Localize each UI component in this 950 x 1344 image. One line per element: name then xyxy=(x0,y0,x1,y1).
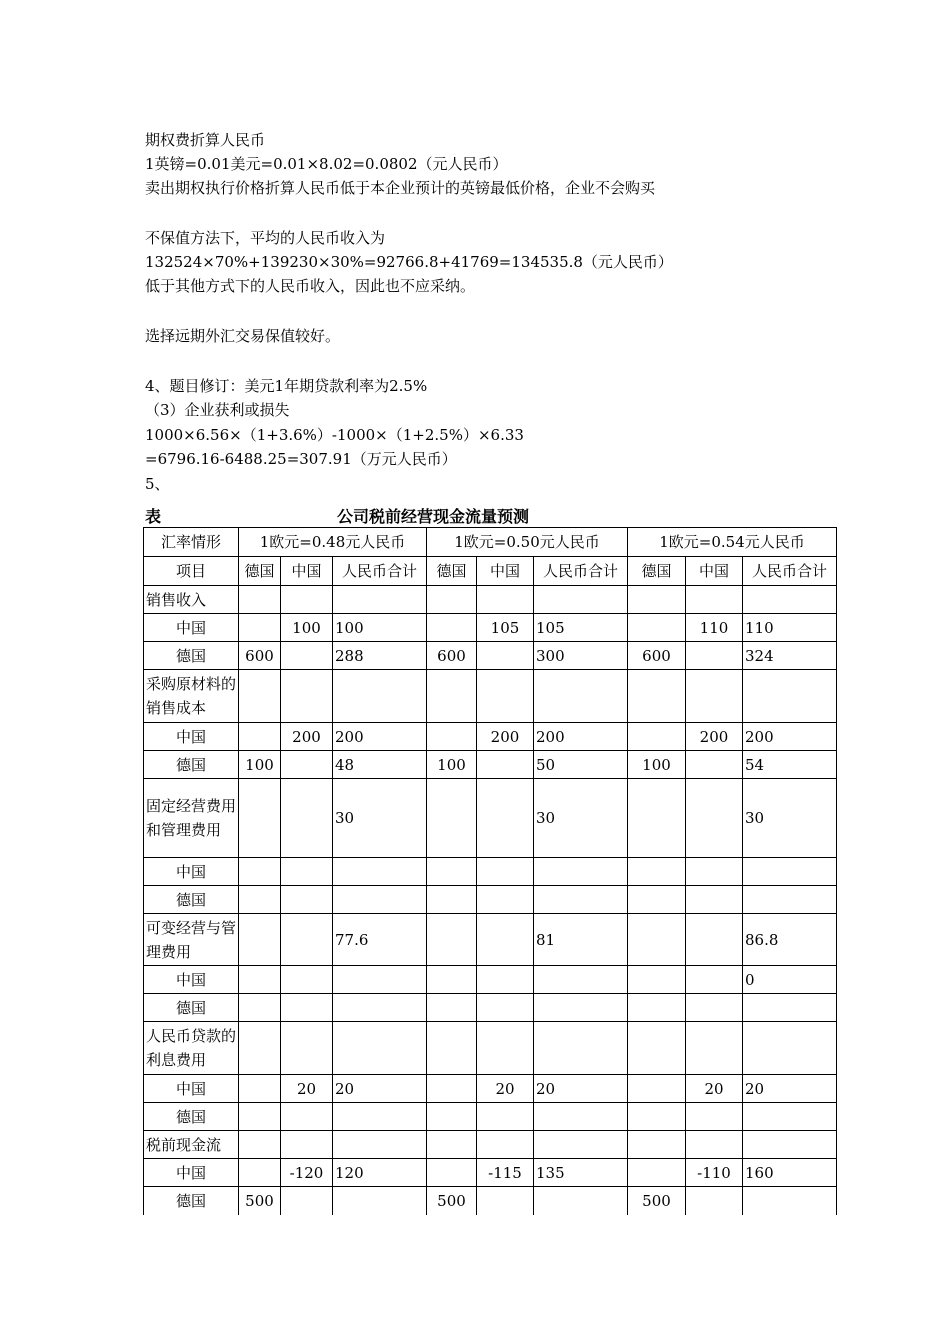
table-cell xyxy=(333,670,427,723)
table-cell xyxy=(534,1187,628,1215)
table-row xyxy=(144,1075,837,1103)
table-cell: -115 xyxy=(477,1159,534,1187)
table-cell xyxy=(686,1187,743,1215)
table-cell xyxy=(686,994,743,1022)
table-row xyxy=(144,1187,837,1215)
table-cell: 300 xyxy=(534,642,628,670)
table-cell: 120 xyxy=(333,1159,427,1187)
table-cell xyxy=(239,723,281,751)
header-column: 人民币合计 xyxy=(534,557,628,586)
table-cell xyxy=(534,1131,628,1159)
table-cell xyxy=(628,1131,686,1159)
table-cell xyxy=(477,670,534,723)
table-cell xyxy=(628,723,686,751)
table-cell: 100 xyxy=(427,751,477,779)
table-row xyxy=(144,779,837,858)
row-label: 德国 xyxy=(144,642,239,670)
table-cell xyxy=(239,1022,281,1075)
table-cell xyxy=(534,966,628,994)
row-label: 中国 xyxy=(144,1159,239,1187)
table-cell xyxy=(477,779,534,858)
table-cell: 30 xyxy=(333,779,427,858)
table-cell xyxy=(333,1131,427,1159)
table-cell xyxy=(239,1075,281,1103)
table-row xyxy=(144,586,837,614)
table-cell: 86.8 xyxy=(743,914,837,966)
table-cell xyxy=(477,994,534,1022)
table-cell xyxy=(534,1103,628,1131)
header-column: 中国 xyxy=(477,557,534,586)
table-row xyxy=(144,670,837,723)
table-cell: 20 xyxy=(477,1075,534,1103)
table-cell xyxy=(743,886,837,914)
table-cell: 135 xyxy=(534,1159,628,1187)
table-cell xyxy=(239,1131,281,1159)
table-cell: 100 xyxy=(239,751,281,779)
table-row xyxy=(144,858,837,886)
paragraph-line: 132524×70%+139230×30%=92766.8+41769=134535.8（元人民币） xyxy=(145,253,673,271)
table-cell xyxy=(281,642,333,670)
table-cell xyxy=(743,1022,837,1075)
table-cell xyxy=(477,886,534,914)
table-row xyxy=(144,642,837,670)
table-row xyxy=(144,1022,837,1075)
table-cell: 105 xyxy=(477,614,534,642)
table-cell: 20 xyxy=(281,1075,333,1103)
table-cell xyxy=(743,994,837,1022)
header-column: 中国 xyxy=(686,557,743,586)
table-cell: 500 xyxy=(427,1187,477,1215)
table-cell: 100 xyxy=(281,614,333,642)
table-cell xyxy=(534,994,628,1022)
row-label: 税前现金流 xyxy=(144,1131,239,1159)
table-cell: 100 xyxy=(333,614,427,642)
paragraph-line: 选择远期外汇交易保值较好。 xyxy=(145,327,341,345)
table-cell xyxy=(427,670,477,723)
header-column: 人民币合计 xyxy=(333,557,427,586)
table-cell xyxy=(477,1103,534,1131)
row-label: 中国 xyxy=(144,966,239,994)
table-cell xyxy=(427,966,477,994)
paragraph-line: 期权费折算人民币 xyxy=(145,131,266,149)
table-cell: 77.6 xyxy=(333,914,427,966)
header-column: 项目 xyxy=(144,557,239,586)
table-cell xyxy=(239,614,281,642)
row-label: 德国 xyxy=(144,751,239,779)
table-cell xyxy=(628,994,686,1022)
table-cell xyxy=(477,751,534,779)
table-cell xyxy=(743,858,837,886)
table-cell xyxy=(628,614,686,642)
table-cell xyxy=(239,779,281,858)
table-cell xyxy=(333,1022,427,1075)
table-cell xyxy=(743,670,837,723)
table-cell xyxy=(427,914,477,966)
table-cell xyxy=(239,1159,281,1187)
table-cell xyxy=(333,586,427,614)
table-row xyxy=(144,886,837,914)
table-cell xyxy=(239,886,281,914)
table-cell: 200 xyxy=(333,723,427,751)
header-exchange-rate: 1欧元=0.54元人民币 xyxy=(628,528,837,557)
table-cell: 0 xyxy=(743,966,837,994)
table-cell: 50 xyxy=(534,751,628,779)
table-cell xyxy=(477,1187,534,1215)
table-cell: -120 xyxy=(281,1159,333,1187)
table-cell xyxy=(628,670,686,723)
table-cell: 288 xyxy=(333,642,427,670)
table-cell xyxy=(281,914,333,966)
table-cell xyxy=(281,670,333,723)
table-cell xyxy=(427,1075,477,1103)
header-column: 人民币合计 xyxy=(743,557,837,586)
table-cell: 110 xyxy=(743,614,837,642)
row-label: 人民币贷款的利息费用 xyxy=(144,1022,239,1075)
table-caption-title: 公司税前经营现金流量预测 xyxy=(337,507,530,526)
table-cell xyxy=(686,670,743,723)
table-cell xyxy=(477,966,534,994)
paragraph-line: 低于其他方式下的人民币收入，因此也不应采纳。 xyxy=(145,277,476,295)
table-cell: 54 xyxy=(743,751,837,779)
table-cell xyxy=(534,886,628,914)
table-cell: 110 xyxy=(686,614,743,642)
table-cell xyxy=(628,1159,686,1187)
table-cell: 600 xyxy=(427,642,477,670)
table-cell xyxy=(686,586,743,614)
table-cell xyxy=(534,1022,628,1075)
table-cell: 500 xyxy=(239,1187,281,1215)
table-cell xyxy=(281,1103,333,1131)
table-cell xyxy=(427,779,477,858)
table-cell xyxy=(333,1103,427,1131)
table-cell xyxy=(281,1187,333,1215)
row-label: 中国 xyxy=(144,723,239,751)
table-row xyxy=(144,1131,837,1159)
table-cell xyxy=(686,858,743,886)
header-column: 德国 xyxy=(427,557,477,586)
table-cell xyxy=(333,858,427,886)
table-cell: 48 xyxy=(333,751,427,779)
table-cell xyxy=(239,858,281,886)
cash-flow-table xyxy=(143,527,837,1215)
paragraph-line: 5、 xyxy=(145,475,170,493)
table-cell xyxy=(686,914,743,966)
table-cell xyxy=(427,994,477,1022)
header-column: 中国 xyxy=(281,557,333,586)
paragraph-line: 不保值方法下，平均的人民币收入为 xyxy=(145,229,386,247)
table-cell: 105 xyxy=(534,614,628,642)
table-header-row xyxy=(144,557,837,586)
table-cell xyxy=(686,1103,743,1131)
table-cell: 600 xyxy=(239,642,281,670)
row-label: 德国 xyxy=(144,994,239,1022)
header-scenario-label: 汇率情形 xyxy=(144,528,239,557)
table-cell: 30 xyxy=(743,779,837,858)
table-cell: 160 xyxy=(743,1159,837,1187)
table-cell xyxy=(239,994,281,1022)
table-cell xyxy=(686,1022,743,1075)
table-cell xyxy=(333,994,427,1022)
table-cell: 200 xyxy=(686,723,743,751)
header-exchange-rate: 1欧元=0.50元人民币 xyxy=(427,528,628,557)
table-row xyxy=(144,751,837,779)
table-cell xyxy=(628,858,686,886)
table-cell: 20 xyxy=(686,1075,743,1103)
table-cell: 600 xyxy=(628,642,686,670)
table-cell: 81 xyxy=(534,914,628,966)
row-label: 采购原材料的销售成本 xyxy=(144,670,239,723)
table-cell xyxy=(427,614,477,642)
table-cell xyxy=(628,586,686,614)
row-label: 德国 xyxy=(144,1187,239,1215)
table-cell xyxy=(477,914,534,966)
table-cell xyxy=(477,586,534,614)
table-caption-prefix: 表 xyxy=(145,507,162,526)
header-exchange-rate: 1欧元=0.48元人民币 xyxy=(239,528,427,557)
table-cell xyxy=(686,886,743,914)
table-cell xyxy=(477,858,534,886)
table-row xyxy=(144,614,837,642)
table-cell xyxy=(427,1022,477,1075)
table-cell xyxy=(628,966,686,994)
table-cell: 20 xyxy=(534,1075,628,1103)
table-cell: 20 xyxy=(333,1075,427,1103)
table-cell xyxy=(427,886,477,914)
table-cell xyxy=(239,670,281,723)
table-cell xyxy=(686,642,743,670)
table-cell xyxy=(686,779,743,858)
table-cell: -110 xyxy=(686,1159,743,1187)
table-cell xyxy=(281,586,333,614)
table-cell xyxy=(743,1187,837,1215)
table-cell xyxy=(628,1022,686,1075)
table-cell xyxy=(427,1103,477,1131)
paragraph-line: （3）企业获利或损失 xyxy=(145,401,290,419)
table-cell xyxy=(427,723,477,751)
paragraph-line: 1英镑=0.01美元=0.01×8.02=0.0802（元人民币） xyxy=(145,155,508,173)
row-label: 德国 xyxy=(144,886,239,914)
table-cell xyxy=(281,1131,333,1159)
table-cell xyxy=(239,1103,281,1131)
table-cell xyxy=(477,1022,534,1075)
table-cell xyxy=(534,586,628,614)
table-cell xyxy=(427,586,477,614)
table-row xyxy=(144,966,837,994)
table-cell: 30 xyxy=(534,779,628,858)
table-header-row xyxy=(144,528,837,557)
table-cell xyxy=(281,751,333,779)
table-cell xyxy=(281,779,333,858)
table-cell xyxy=(333,1187,427,1215)
table-cell: 200 xyxy=(534,723,628,751)
paragraph-line: =6796.16-6488.25=307.91（万元人民币） xyxy=(145,450,457,468)
table-row xyxy=(144,1103,837,1131)
header-column: 德国 xyxy=(239,557,281,586)
table-cell xyxy=(281,858,333,886)
paragraph-line: 卖出期权执行价格折算人民币低于本企业预计的英镑最低价格，企业不会购买 xyxy=(145,179,656,197)
table-row xyxy=(144,914,837,966)
table-cell xyxy=(281,994,333,1022)
header-column: 德国 xyxy=(628,557,686,586)
table-cell xyxy=(628,779,686,858)
table-cell: 324 xyxy=(743,642,837,670)
row-label: 中国 xyxy=(144,614,239,642)
table-cell xyxy=(686,1131,743,1159)
table-cell xyxy=(333,966,427,994)
table-cell: 200 xyxy=(477,723,534,751)
table-cell xyxy=(427,1131,477,1159)
table-row xyxy=(144,994,837,1022)
table-cell xyxy=(628,886,686,914)
table-cell xyxy=(239,586,281,614)
table-caption xyxy=(145,504,835,526)
table-cell xyxy=(427,858,477,886)
row-label: 中国 xyxy=(144,858,239,886)
row-label: 德国 xyxy=(144,1103,239,1131)
table-cell xyxy=(686,751,743,779)
table-cell xyxy=(628,1075,686,1103)
table-cell xyxy=(281,886,333,914)
table-cell xyxy=(686,966,743,994)
table-cell xyxy=(477,1131,534,1159)
table-cell: 20 xyxy=(743,1075,837,1103)
table-cell xyxy=(534,858,628,886)
table-cell xyxy=(534,670,628,723)
table-cell: 200 xyxy=(743,723,837,751)
table-cell xyxy=(743,1131,837,1159)
table-cell xyxy=(333,886,427,914)
paragraph-line: 1000×6.56×（1+3.6%）-1000×（1+2.5%）×6.33 xyxy=(145,426,524,444)
paragraph-line: 4、题目修订：美元1年期贷款利率为2.5% xyxy=(145,377,428,395)
table-cell xyxy=(239,966,281,994)
table-cell: 100 xyxy=(628,751,686,779)
table-cell xyxy=(427,1159,477,1187)
table-row xyxy=(144,723,837,751)
table-cell: 200 xyxy=(281,723,333,751)
row-label: 销售收入 xyxy=(144,586,239,614)
row-label: 中国 xyxy=(144,1075,239,1103)
row-label: 可变经营与管理费用 xyxy=(144,914,239,966)
table-row xyxy=(144,1159,837,1187)
table-cell xyxy=(477,642,534,670)
table-cell xyxy=(628,1103,686,1131)
table-cell xyxy=(743,586,837,614)
table-cell xyxy=(281,1022,333,1075)
row-label: 固定经营费用和管理费用 xyxy=(144,779,239,858)
table-cell: 500 xyxy=(628,1187,686,1215)
table-cell xyxy=(281,966,333,994)
table-cell xyxy=(743,1103,837,1131)
table-cell xyxy=(239,914,281,966)
table-cell xyxy=(628,914,686,966)
